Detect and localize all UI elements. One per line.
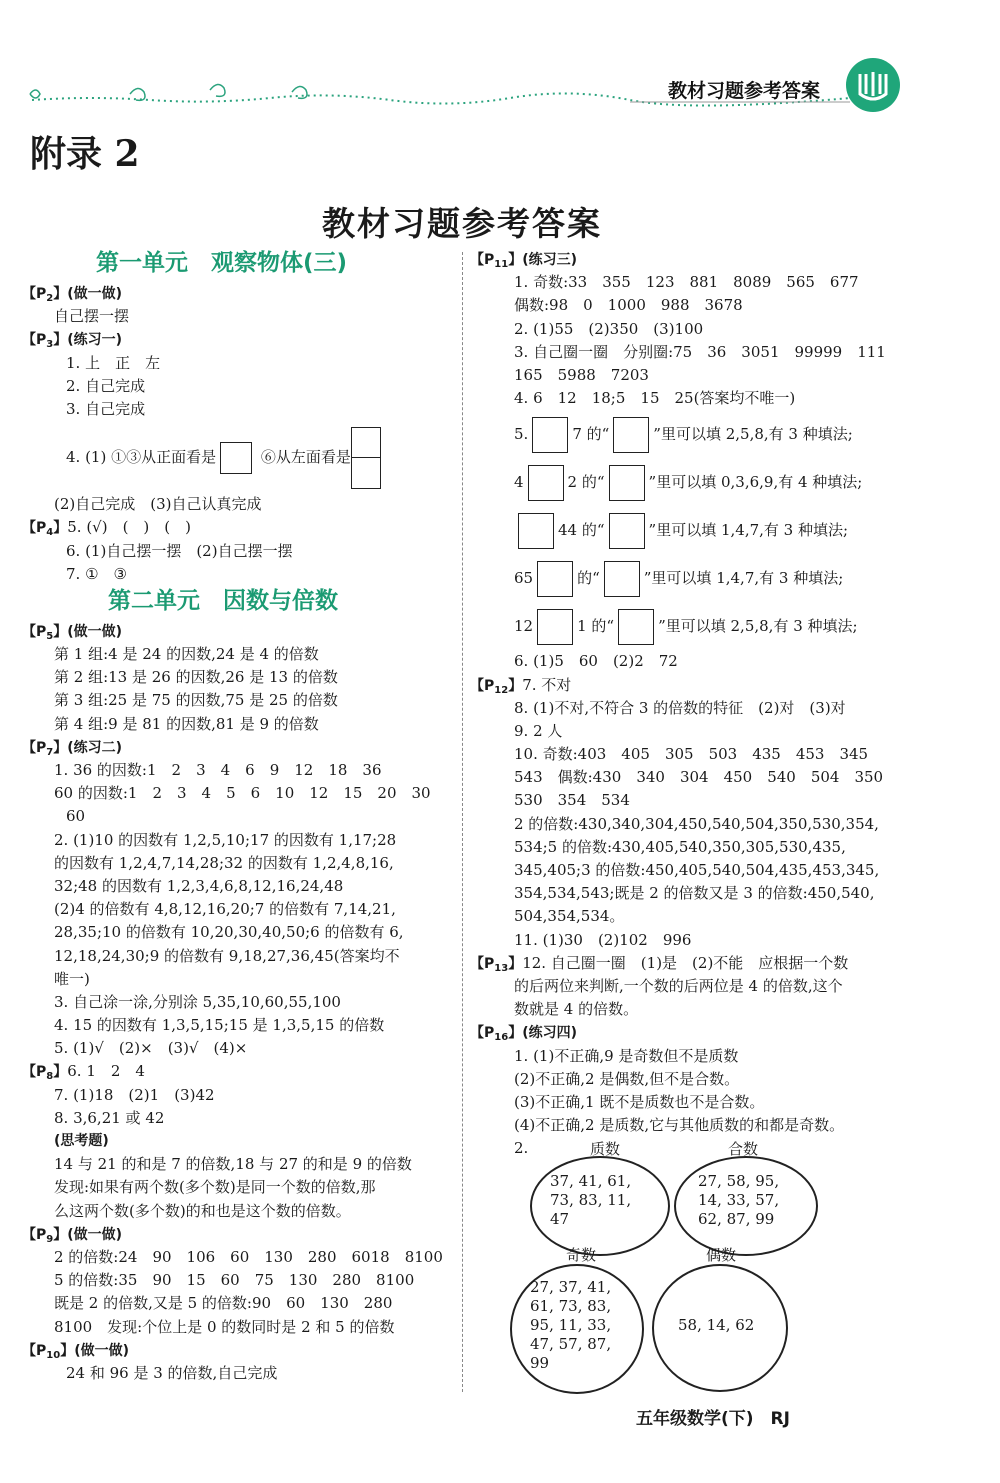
answer-box [609, 465, 645, 501]
answer-line: 60 的因数:1 2 3 4 5 6 10 12 15 20 30 [54, 784, 431, 803]
page-ref: $P_9$ [36, 1226, 54, 1245]
page-ref: $P_4$ [36, 520, 54, 539]
prime-numbers [550, 1172, 631, 1229]
number-line: 47 [550, 1210, 570, 1228]
answer-line: 165 5988 7203 [514, 365, 649, 384]
page-ref: $P_2$ [36, 286, 54, 304]
section-tag: (做一做) [74, 1342, 129, 1359]
answer-line: 32;48 的因数有 1,2,3,4,6,8,12,16,24,48 [54, 876, 344, 895]
answer-text: 12 [514, 617, 534, 636]
answer-line: 7. (1)18 (2)1 (3)42 [54, 1085, 215, 1104]
answer-line: (2)不正确,2 是偶数,但不是合数。 [514, 1069, 740, 1088]
number-line: 47, 57, 87, [530, 1335, 612, 1353]
header-logo-icon [846, 58, 900, 112]
answer-line: 11. (1)30 (2)102 996 [514, 930, 692, 949]
answer-text: ”里可以填 2,5,8,有 3 种填法; [653, 425, 853, 444]
answer-box [618, 609, 654, 645]
page-ref: $P_8$ [36, 1064, 54, 1083]
page-ref: $P_{13}$ [484, 955, 509, 974]
number-line: 73, 83, 11, [550, 1191, 632, 1209]
section-tag: (练习三) [522, 252, 577, 268]
composite-numbers [698, 1172, 779, 1229]
answer-line: 7. ① ③ [66, 564, 127, 583]
answer-line [470, 410, 910, 458]
answer-line: 8. (1)不对,不符合 3 的倍数的特征 (2)对 (3)对 [514, 698, 846, 717]
answer-text: 2 的“ [567, 473, 605, 492]
answer-line: (4)不正确,2 是质数,它与其他质数的和都是奇数。 [514, 1116, 845, 1135]
page-ref: $P_{10}$ [36, 1342, 61, 1361]
answer-line: 第 3 组:25 是 75 的因数,75 是 25 的倍数 [54, 691, 338, 710]
answer-text: 4. (1) ①③从正面看是 [66, 448, 217, 467]
answer-line: 2. (1)10 的因数有 1,2,5,10;17 的因数有 1,17;28 [54, 830, 397, 849]
answer-text: 5. [514, 425, 529, 444]
answer-line: 10. 奇数:403 405 305 503 435 453 345 [514, 745, 869, 764]
page-ref: $P_3$ [36, 332, 54, 351]
composite-label: 合数 [728, 1140, 759, 1158]
answer-line: 的因数有 1,2,4,7,14,28;32 的因数有 1,2,4,8,16, [54, 853, 394, 872]
unit2-title: 第二单元 因数与倍数 [108, 587, 338, 614]
odd-label: 奇数 [566, 1246, 597, 1264]
answer-box [604, 561, 640, 597]
answer-line: 1. 上 正 左 [66, 353, 161, 372]
answer-line: 504,354,534。 [514, 907, 625, 926]
answer-box [613, 417, 649, 453]
page-ref: $P_7$ [36, 739, 54, 758]
answer-text: 的“ [577, 569, 600, 588]
unit1-title: 第一单元 观察物体(三) [96, 250, 348, 276]
number-line: 61, 73, 83, [530, 1297, 612, 1315]
answer-line: 么这两个数(多个数)的和也是这个数的倍数。 [54, 1201, 351, 1220]
answer-box [537, 609, 573, 645]
page-ref: $P_{16}$ [484, 1025, 509, 1044]
appendix-label: 附录 2 [30, 133, 140, 175]
left-column: 第一单元 观察物体(三) 【$P_2$】(做一做) 自己摆一摆 【$P_3$】(练习一) 1. 上 正 左 2. 自己完成 3. 自己完成 4. (1) ①③从正面看是 ⑥从左面看是 (2)自己完成 (3)自己认真完成 【$P_4$】5. (√) ( ) ( ) 6. (1)自己摆一摆 (2)自己摆一摆 7. ① ③ 第二单元 因数与倍数 【$P_5$】(做一做) 第 1 组:4 是 24 的因数,24 是 4 的倍数 第 2 组:13 是 26 的因数,26 是 13 的倍数 第 3 组:25 是 75 的因数,75 是 25 的倍数 第 4 组:9 是 81 的因数,81 是 9 的倍数 【$P_7$】(练习二) 1. 36 的因数:1 2 3 4 6 9 12 18 36 60 的因数:1 2 3 4 5 6 10 12 15 20 30 60 2. (1)10 的因数有 1,2,5,10;17 的因数有 1,17;28 的因数有 1,2,4,7,14,28;32 的因数有 1,2,4,8,16, 32;48 的因数有 1,2,3,4,6,8,12,16,24,48 (2)4 的倍数有 4,8,12,16,20;7 的倍数有 7,14,21, 28,35;10 的倍数有 10,20,30,40,50;6 的倍数有 6, 12,18,24,30;9 的倍数有 9,18,27,36,45(答案均不 唯一) 3. 自己涂一涂,分别涂 5,35,10,60,55,100 4. 15 的因数有 1,3,5,15;15 是 1,3,5,15 的倍数 5. (1)√ (2)× (3)√ (4)× 【$P_8$】6. 1 2 4 7. (1)18 (2)1 (3)42 8. 3,6,21 或 42 (思考题) 14 与 21 的和是 7 的倍数,18 与 27 的和是 9 的倍数 发现:如果有两个数(多个数)是同一个数的倍数,那 么这两个数(多个数)的和也是这个数的倍数。 【$P_9$】(做一做) 2 的倍数:24 90 106 60 130 280 6018 8100 5 的倍数:35 90 15 60 75 130 280 8100 既是 2 的倍数,又是 5 的倍数:90 60 130 280 8100 发现:个位上是 0 的数同时是 2 和 5 的倍数 【$P_{10}$】(做一做) 24 和 96 是 3 的倍数,自己完成 [22, 252, 462, 1385]
answer-box [518, 513, 554, 549]
section-tag: (练习四) [522, 1025, 577, 1042]
answer-line: 唯一) [54, 969, 90, 988]
answer-line: 543 偶数:430 340 304 450 540 504 350 [514, 768, 884, 787]
answer-line: 530 354 534 [514, 791, 630, 810]
answer-line: 9. 2 人 [514, 721, 563, 740]
answer-line: 的后两位来判断,一个数的后两位是 4 的倍数,这个 [514, 976, 843, 995]
answer-text: ”里可以填 0,3,6,9,有 4 种填法; [648, 473, 863, 492]
answer-text: 1 的“ [577, 617, 615, 636]
page-ref: $P_{12}$ [484, 677, 509, 696]
answer-line: 28,35;10 的倍数有 10,20,30,40,50;6 的倍数有 6, [54, 923, 404, 942]
answer-line: 5 的倍数:35 90 15 60 75 130 280 8100 [54, 1271, 415, 1290]
answer-line: 3. 自己完成 [66, 399, 146, 418]
number-line: 99 [530, 1354, 550, 1372]
section-tag: (做一做) [67, 1226, 123, 1243]
answer-text: ”里可以填 1,4,7,有 3 种填法; [648, 521, 849, 540]
section-tag: (做一做) [67, 286, 123, 302]
answer-text: 65 [514, 569, 534, 588]
number-line: 37, 41, 61, [550, 1172, 632, 1190]
answer-text: 6. 1 2 4 [67, 1062, 145, 1081]
section-tag: (练习二) [67, 739, 123, 756]
number-line: 27, 37, 41, [530, 1278, 612, 1296]
number-line: 62, 87, 99 [698, 1210, 775, 1228]
answer-line: 354,534,543;既是 2 的倍数又是 3 的倍数:450,540, [514, 884, 875, 903]
answer-line: (3)不正确,1 既不是质数也不是合数。 [514, 1092, 765, 1111]
answer-line: 第 2 组:13 是 26 的因数,26 是 13 的倍数 [54, 668, 338, 687]
number-line: 95, 11, 33, [530, 1316, 612, 1334]
answer-line: 偶数:98 0 1000 988 3678 [514, 296, 743, 315]
section-tag: (思考题) [54, 1133, 109, 1149]
answer-line: 5. (1)√ (2)× (3)√ (4)× [54, 1039, 248, 1058]
answer-line [470, 458, 910, 506]
answer-line: 3. 自己圈一圈 分别圈:75 36 3051 99999 111 [514, 342, 886, 361]
answer-box [537, 561, 573, 597]
answer-line [470, 554, 910, 602]
answer-line: 345,405;3 的倍数:450,405,540,504,435,453,345, [514, 861, 880, 879]
page-ref: $P_{11}$ [484, 252, 509, 270]
answer-line: 12,18,24,30;9 的倍数有 9,18,27,36,45(答案均不 [54, 946, 400, 965]
answer-line: 发现:如果有两个数(多个数)是同一个数的倍数,那 [54, 1178, 376, 1197]
answer-line: 6. (1)自己摆一摆 (2)自己摆一摆 [66, 541, 293, 560]
answer-text: 5. (√) ( ) ( ) [67, 518, 191, 537]
answer-line: 第 4 组:9 是 81 的因数,81 是 9 的倍数 [54, 714, 319, 733]
answer-text: 4 [514, 473, 524, 492]
answer-line: 3. 自己涂一涂,分别涂 5,35,10,60,55,100 [54, 992, 341, 1011]
answer-line [470, 602, 910, 650]
answer-text: ”里可以填 2,5,8,有 3 种填法; [658, 617, 858, 636]
answer-text: ”里可以填 1,4,7,有 3 种填法; [643, 569, 844, 588]
header-title: 教材习题参考答案 [668, 80, 821, 102]
answer-line: 1. 36 的因数:1 2 3 4 6 9 12 18 36 [54, 761, 382, 779]
answer-line: 1. (1)不正确,9 是奇数但不是质数 [514, 1046, 739, 1065]
answer-line: 1. 奇数:33 355 123 881 8089 565 677 [514, 273, 859, 292]
section-tag: (做一做) [67, 623, 123, 640]
answer-line: 4. 6 12 18;5 15 25(答案均不唯一) [514, 389, 796, 408]
answer-box [351, 427, 381, 489]
answer-line: 2. 自己完成 [66, 376, 146, 395]
answer-line: 60 [66, 807, 86, 826]
answer-line: 既是 2 的倍数,又是 5 的倍数:90 60 130 280 [54, 1294, 393, 1313]
column-divider [462, 252, 464, 1392]
answer-line: 数就是 4 的倍数。 [514, 1000, 639, 1019]
answer-box [532, 417, 568, 453]
answer-line: 8. 3,6,21 或 42 [54, 1108, 165, 1127]
parity-circles [506, 1242, 836, 1392]
main-title: 教材习题参考答案 [322, 204, 602, 243]
section-tag: (练习一) [67, 332, 123, 349]
answer-line: 534;5 的倍数:430,405,540,350,305,530,435, [514, 837, 846, 856]
answer-line: (2)自己完成 (3)自己认真完成 [54, 495, 262, 514]
answer-text: ⑥从左面看是 [260, 448, 351, 467]
answer-line: 2. [514, 1139, 529, 1158]
answer-line: (2)4 的倍数有 4,8,12,16,20;7 的倍数有 7,14,21, [54, 900, 396, 919]
answer-text: 44 的“ [558, 521, 605, 540]
answer-line: 第 1 组:4 是 24 的因数,24 是 4 的倍数 [54, 645, 319, 664]
even-label: 偶数 [706, 1246, 737, 1264]
answer-box [609, 513, 645, 549]
right-column: 【$P_{11}$】(练习三) 1. 奇数:33 355 123 881 8089 565 677 偶数:98 0 1000 988 3678 2. (1)55 (2)350 (3)100 3. 自己圈一圈 分别圈:75 36 3051 99999 111 165 5988 7203 4. 6 12 18;5 15 25(答案均不唯一) 5. 7 的“ ”里可以填 2,5,8,有 3 种填法; 4 2 的“ ”里可以填 0,3,6,9,有 4 种填法; 44 的“ ”里可以填 1,4,7,有 3 种填法; 65 的“ ”里可以填 1,4,7,有 3 种填法; 12 1 的“ ”里可以填 2,5,8,有 3 种填法; 6. (1)5 60 (2)2 72 【$P_{12}$】7. 不对 8. (1)不对,不符合 3 的倍数的特征 (2)对 (3)对 9. 2 人 10. 奇数:403 405 305 503 435 453 345 543 偶数:430 340 304 450 540 504 350 530 354 534 2 的倍数:430,340,304,450,540,504,350,530,354, 534;5 的倍数:430,405,540,350,305,530,435, 345,405;3 的倍数:450,405,540,504,435,453,345, 354,534,543;既是 2 的倍数又是 3 的倍数:450,540, 504,354,534。 11. (1)30 (2)102 996 【$P_{13}$】12. 自己圈一圈 (1)是 (2)不能 应根据一个数 的后两位来判断,一个数的后两位是 4 的倍数,这个 数就是 4 的倍数。 【$P_{16}$】(练习四) 1. (1)不正确,9 是奇数但不是质数 (2)不正确,2 是偶数,但不是合数。 (3)不正确,1 既不是质数也不是合数。 (4)不正确,2 是质数,它与其他质数的和都是奇数。 2. [470, 248, 910, 1160]
number-line: 58, 14, 62 [678, 1316, 755, 1334]
answer-line: 14 与 21 的和是 7 的倍数,18 与 27 的和是 9 的倍数 [54, 1155, 412, 1174]
footer-label: 五年级数学(下) RJ [636, 1409, 790, 1429]
answer-line: 2 的倍数:24 90 106 60 130 280 6018 8100 [54, 1247, 443, 1266]
number-line: 14, 33, 57, [698, 1191, 780, 1209]
answer-line [470, 506, 910, 554]
prime-label: 质数 [590, 1140, 621, 1158]
answer-line: 2. (1)55 (2)350 (3)100 [514, 319, 704, 338]
answer-line: 4. 15 的因数有 1,3,5,15;15 是 1,3,5,15 的倍数 [54, 1016, 385, 1035]
odd-numbers [530, 1278, 611, 1373]
answer-line: 自己摆一摆 [54, 307, 130, 326]
answer-line: 2 的倍数:430,340,304,450,540,504,350,530,354, [514, 814, 879, 833]
page-ref: $P_5$ [36, 623, 54, 642]
number-line: 27, 58, 95, [698, 1172, 780, 1190]
answer-line: 24 和 96 是 3 的倍数,自己完成 [66, 1363, 278, 1382]
answer-line: 6. (1)5 60 (2)2 72 [514, 652, 678, 671]
answer-box [528, 465, 564, 501]
answer-text: 7 的“ [572, 425, 610, 444]
answer-line [22, 421, 462, 493]
answer-text: 12. 自己圈一圈 (1)是 (2)不能 应根据一个数 [522, 953, 849, 972]
answer-text: 7. 不对 [522, 675, 572, 694]
even-numbers [678, 1316, 754, 1335]
answer-line: 8100 发现:个位上是 0 的数同时是 2 和 5 的倍数 [54, 1317, 395, 1336]
answer-box [220, 442, 252, 474]
